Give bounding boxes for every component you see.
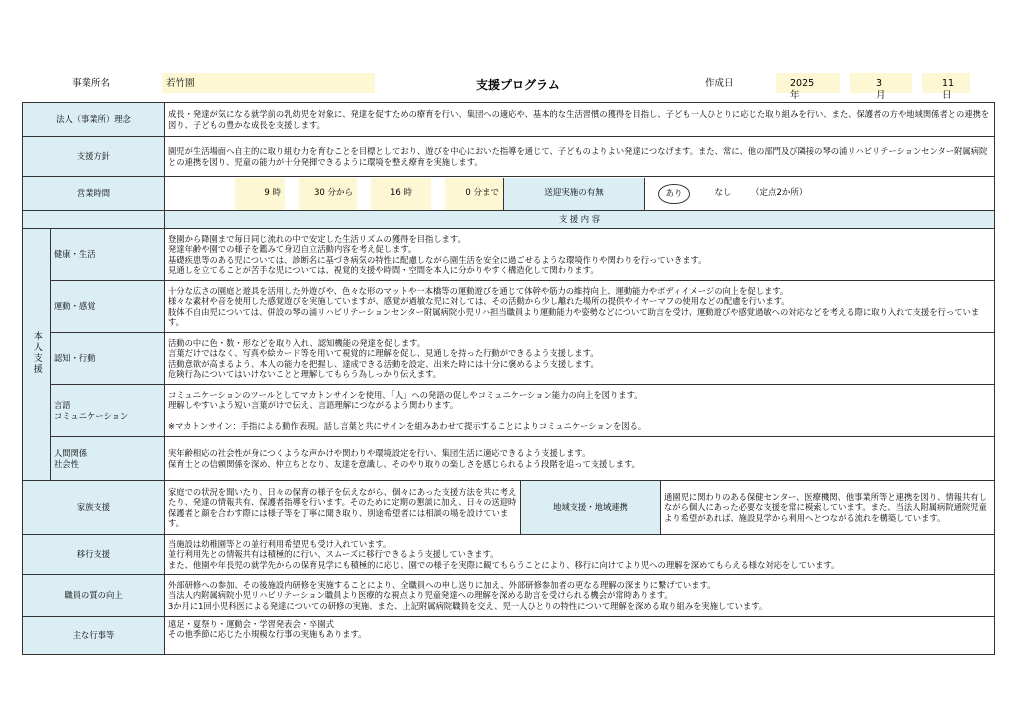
end-hour [371,178,431,210]
health-label: 健康・生活 [51,229,165,281]
day-field [922,73,970,101]
start-minute [299,178,357,210]
office-name-label: 事業所名 [72,78,111,89]
transition-text: 当施設は幼稚園等との並行利用希望児も受け入れています。 並行利用先との情報共有は積極的に行い、スムーズに移行できるよう支援していきます。 また、他園や年長児の就学先からの保育見学にも積極的に応じ、園での様子を実際に観てもらうことにより、移行に向けてより児への理解を深めてもらえる様な対応をしています。 [165,535,995,575]
day-text: 11 日 [942,78,955,101]
start-hour-text: 9 時 [264,188,281,199]
motor-text: 十分な広さの園庭と遊具を活用した外遊びや、色々な形のマットや一本橋等の運動遊びを通じて体幹や筋力の維持向上、運動能力やボディイメージの向上を促します。 様々な素材や音を使用した感覚遊びを実施していますが、感覚が過敏な児に対しては、その活動から少し離れた場所の提供やイヤーマフの使用などの配慮を行います。 肢体不自由児については、併設の琴の浦リハビリテーションセンター附属病院小児リハ担当職員より運動能力や姿勢などについて助言を受け、運動遊びや感覚過敏への対応などを考える際に取り入れて支援を行っています。 [165,281,995,333]
row-content-header [23,211,995,229]
date-label: 作成日 [705,78,734,89]
year-field [776,73,840,101]
transport-label-text: 送迎実施の有無 [544,188,604,199]
office-name-value [162,73,375,93]
row-cognition [23,333,995,385]
row-family [23,481,995,535]
events-label: 主な行事等 [23,617,165,655]
month-field [850,73,912,101]
row-social [23,437,995,481]
staff-text: 外部研修への参加、その後施設内研修を実施することにより、全職員への申し送りに加え、外部研修参加者の更なる理解の深まりに繋げています。 当法人内附属病院小児リハビリテーション職員より医療的な視点より児童発達への理解を深める助言を受けられる機会が常時あります。 3か月に1回小児科医による発達についての研修の実施、また、上記附属病院職員を交え、児一人ひとりの特性について理解を深める取り組みを実施しています。 [165,575,995,617]
events-text: 遠足・夏祭り・運動会・学習発表会・卒園式 その他季節に応じた小規模な行事の実施もあります。 [165,617,995,655]
row-hours [23,177,995,211]
philosophy-text: 成長・発達が気になる就学前の乳幼児を対象に、発達を促すための療育を行い、集団への適応や、基本的な生活習慣の獲得を目指し、子ども一人ひとりに応じた取り組みを行い、また、保護者の方や地域関係者との連携を図り、子どもの豊かな成長を支援します。 [165,103,995,137]
end-hour-text: 16 時 [389,188,413,199]
policy-label: 支援方針 [23,137,165,177]
transport-yes: あり [658,184,689,204]
row-philosophy [23,103,995,137]
individual-support-label [23,229,51,481]
row-language [23,385,995,437]
content-header: 支 援 内 容 [165,211,995,229]
end-minute [445,178,503,210]
policy-text: 園児が生活場面へ自主的に取り組む力を育むことを目標としており、遊びを中心においた指導を通じて、子どものよりよい発達につなげます。また、常に、他の部門及び隣接の琴の浦リハビリテーションセンター附属病院との連携を図り、児童の能力が十分発揮できるように環境を整え療育を実施します。 [165,137,995,177]
language-text: コミュニケーションのツールとしてマカトンサインを使用、「人」への発語の促しやコミュニケーション能力の向上を図ります。 理解しやすいよう短い言葉がけで伝え、言語理解につながるよう関わります。 ※マカトンサイン：手指による動作表現。話し言葉と共にサインを組みあわせて提示することによりコミュニケーションを図る。 [165,385,995,437]
motor-label: 運動・感覚 [51,281,165,333]
staff-label: 職員の質の向上 [23,575,165,617]
row-staff [23,575,995,617]
family-label: 家族支援 [23,481,165,535]
office-name-text: 若竹園 [166,78,195,89]
year-text: 2025 年 [790,78,815,101]
support-program-table [22,102,995,655]
start-minute-text: 30 分から [313,188,353,199]
family-text: 家庭での状況を聞いたり、日々の保育の様子を伝えながら、個々にあった支援方法を共に考えたり、発達の情報共有、保護者指導を行います。そのために定期の懇談に加え、日々の送迎時保護者と顔を合わす際には様子等を丁寧に聞き取り、別途希望者には相談の場を設けています。 [165,481,521,535]
page-title: 支援プログラム [476,78,560,92]
region-text: 通園児に関わりのある保健センター、医療機関、他事業所等と連携を図り、情報共有しながら個人にあった必要な支援を常に模索しています。また、当法人附属病院通院児童より希望があれば、施設見学から利用へとつながる流れを構築しています。 [661,481,995,535]
philosophy-label: 法人（事業所）理念 [23,103,165,137]
cognition-text: 活動の中に色・数・形などを取り入れ、認知機能の発達を促します。 言葉だけではなく、写真や絵カード等を用いて視覚的に理解を促し、見通しを持った行動ができるよう支援します。 活動意欲が高まるよう、本人の能力を把握し、達成できる活動を設定、出来た時には十分に褒めるよう支援します。 危険行為についてはいけないことと理解してもらう為しっかり伝えます。 [165,333,995,385]
month-text: 3 月 [876,78,886,101]
row-motor [23,281,995,333]
row-health [23,229,995,281]
transport-no: なし [714,188,732,199]
row-policy [23,137,995,177]
end-minute-text: 0 分まで [465,188,499,199]
transport-label [503,178,645,210]
social-text: 実年齢相応の社会性が身につくような声かけや関わりや環境設定を行い、集団生活に適応できるよう支援します。 保育士との信頼関係を深め、仲立ちとなり、友達を意識し、そのやり取りの楽しさを感じられるよう段階を追って支援します。 [165,437,995,481]
individual-support-text: 本人支援 [31,331,42,376]
social-label: 人間関係 社会性 [51,437,165,481]
content-header-blank [23,211,165,229]
transport-note: （定点2か所） [751,188,808,199]
row-transition [23,535,995,575]
hours-content [165,177,995,211]
cognition-label: 認知・行動 [51,333,165,385]
region-label: 地域支援・地域連携 [521,481,661,535]
health-text: 登園から降園まで毎日同じ流れの中で安定した生活リズムの獲得を目指します。 発達年齢や園での様子を鑑みて身辺自立活動内容を考え促します。 基礎疾患等のある児については、診断名に基づき病気の特性に配慮しながら園生活を安全に過ごせるような環境作りや関わりを行っていきます。 見通しを立てることが苦手な児については、視覚的支援や時間・空間を本人に分かりやすく構造化して関わります。 [165,229,995,281]
row-events [23,617,995,655]
language-label: 言語 コミュニケーション [51,385,165,437]
hours-label: 営業時間 [23,177,165,211]
transition-label: 移行支援 [23,535,165,575]
start-hour [235,178,285,210]
